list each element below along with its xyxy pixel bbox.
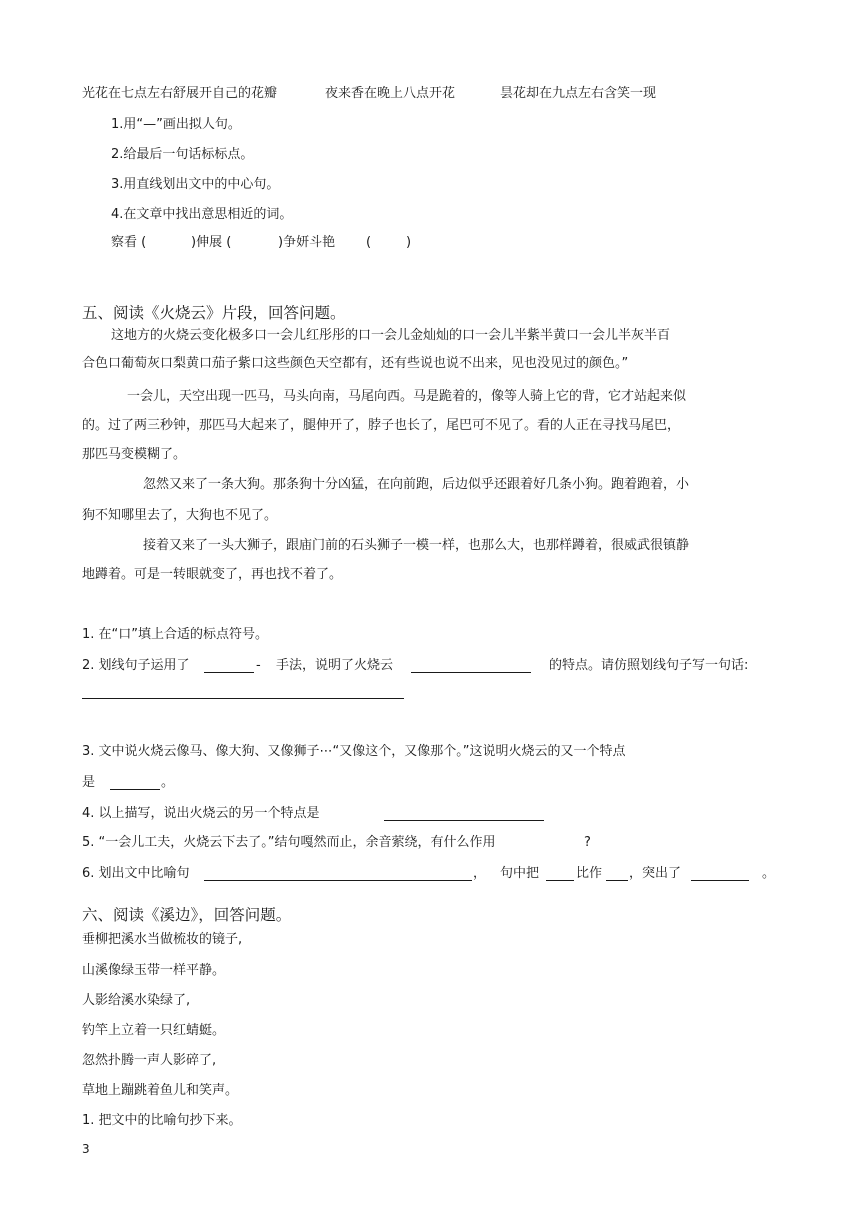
s5-paragraph-1-line-2: 合色口葡萄灰口梨黄口茄子紫口这些颜色天空都有，还有些说也说不出来，见也没见过的颜色。” [82,356,629,371]
s5-question-5-a: 5. “一会儿工夫，火烧云下去了。”结句嘎然而止，余音萦绕，有什么作用 [82,835,496,850]
sentence-part-2: 夜来香在晚上八点开花 [325,86,456,101]
s5-question-4: 4. 以上描写，说出火烧云的另一个特点是 [82,806,320,821]
s5-paragraph-4-line-2: 地蹲着。可是一转眼就变了，再也找不着了。 [82,567,343,582]
s6-question-1: 1. 把文中的比喻句抄下来。 [82,1113,242,1128]
answer-blank[interactable] [110,789,160,790]
s5-paragraph-3-line-1: 忽然又来了一条大狗。那条狗十分凶猛，在向前跑，后边似乎还跟着好几条小狗。跑着跑着，小 [143,477,690,492]
poem-line-4: 钓竿上立着一只红蜻蜓。 [82,1023,226,1038]
section-6-title: 六、阅读《溪边》，回答问题。 [82,906,292,924]
answer-blank[interactable] [204,880,472,881]
s5-paragraph-2-line-3: 那匹马变模糊了。 [82,447,187,462]
s4-question-3: 3.用直线划出文中的中心句。 [111,177,280,192]
answer-blank[interactable] [384,820,544,821]
s5-question-6-c: 句中把 [500,866,540,881]
s5-question-6-e: ，突出了 [629,866,682,881]
s5-question-3-line-2-b: 。 [161,775,175,790]
s4-question-4: 4.在文章中找出意思相近的词。 [111,207,293,222]
answer-blank[interactable] [411,672,531,673]
s5-question-3-line-1: 3. 文中说火烧云像马、像大狗、又像狮子⋯“又像这个，又像那个。”这说明火烧云的又一个特点 [82,744,626,759]
answer-blank[interactable] [691,880,749,881]
page-number: 3 [82,1142,90,1156]
s5-question-6-a: 6. 划出文中比喻句 [82,866,190,881]
s5-question-6-f: 。 [762,866,776,881]
s5-question-2-c: 手法，说明了火烧云 [276,658,394,673]
sentence-part-3: 昙花却在九点左右含笑一现 [500,86,657,101]
section-5-title: 五、阅读《火烧云》片段，回答问题。 [82,304,346,322]
s5-question-3-line-2-a: 是 [82,775,96,790]
poem-line-1: 垂柳把溪水当做梳妆的镜子, [82,932,243,947]
word-4: ( [366,235,372,250]
answer-blank[interactable] [546,880,574,881]
poem-line-5: 忽然扑腾一声人影碎了, [82,1053,217,1068]
s5-question-2-d: 的特点。请仿照划线句子写一句话: [549,658,749,673]
sentence-part-1: 光花在七点左右舒展开自己的花瓣 [82,86,278,101]
s5-question-6-d: 比作 [576,866,603,881]
word-2: )伸展 ( [191,235,232,250]
poem-line-6: 草地上蹦跳着鱼儿和笑声。 [82,1083,239,1098]
answer-blank[interactable] [606,880,628,881]
s5-paragraph-2-line-2: 的。过了两三秒钟，那匹马大起来了，腿伸开了，脖子也长了，尾巴可不见了。看的人正在寻找马尾巴， [82,418,681,433]
s5-paragraph-1-line-1: 这地方的火烧云变化极多口一会儿红彤彤的口一会儿金灿灿的口一会儿半紫半黄口一会儿半灰半百 [111,328,671,343]
s5-paragraph-4-line-1: 接着又来了一头大狮子，跟庙门前的石头狮子一模一样，也那么大，也那样蹲着，很威武很镇静 [143,538,690,553]
s4-question-1: 1.用“—”画出拟人句。 [111,117,241,132]
s5-question-2-a: 2. 划线句子运用了 [82,658,190,673]
answer-line[interactable] [82,698,404,699]
s5-question-6-b: ， [473,866,487,881]
s5-paragraph-2-line-1: 一会儿，天空出现一匹马，马头向南，马尾向西。马是跪着的，像等人骑上它的背，它才站起来似 [127,389,687,404]
word-3: )争妍斗艳 [278,235,336,250]
s5-question-5-b: ? [584,835,591,850]
s5-question-2-b: - [256,658,261,673]
s5-paragraph-3-line-2: 狗不知哪里去了，大狗也不见了。 [82,508,278,523]
s5-question-1: 1. 在“口”填上合适的标点符号。 [82,627,269,642]
word-1: 察看 ( [111,235,147,250]
s4-question-2: 2.给最后一句话标标点。 [111,147,254,162]
poem-line-3: 人影给溪水染绿了, [82,993,191,1008]
poem-line-2: 山溪像绿玉带一样平静。 [82,963,226,978]
word-5: ) [406,235,412,250]
answer-blank[interactable] [204,672,254,673]
